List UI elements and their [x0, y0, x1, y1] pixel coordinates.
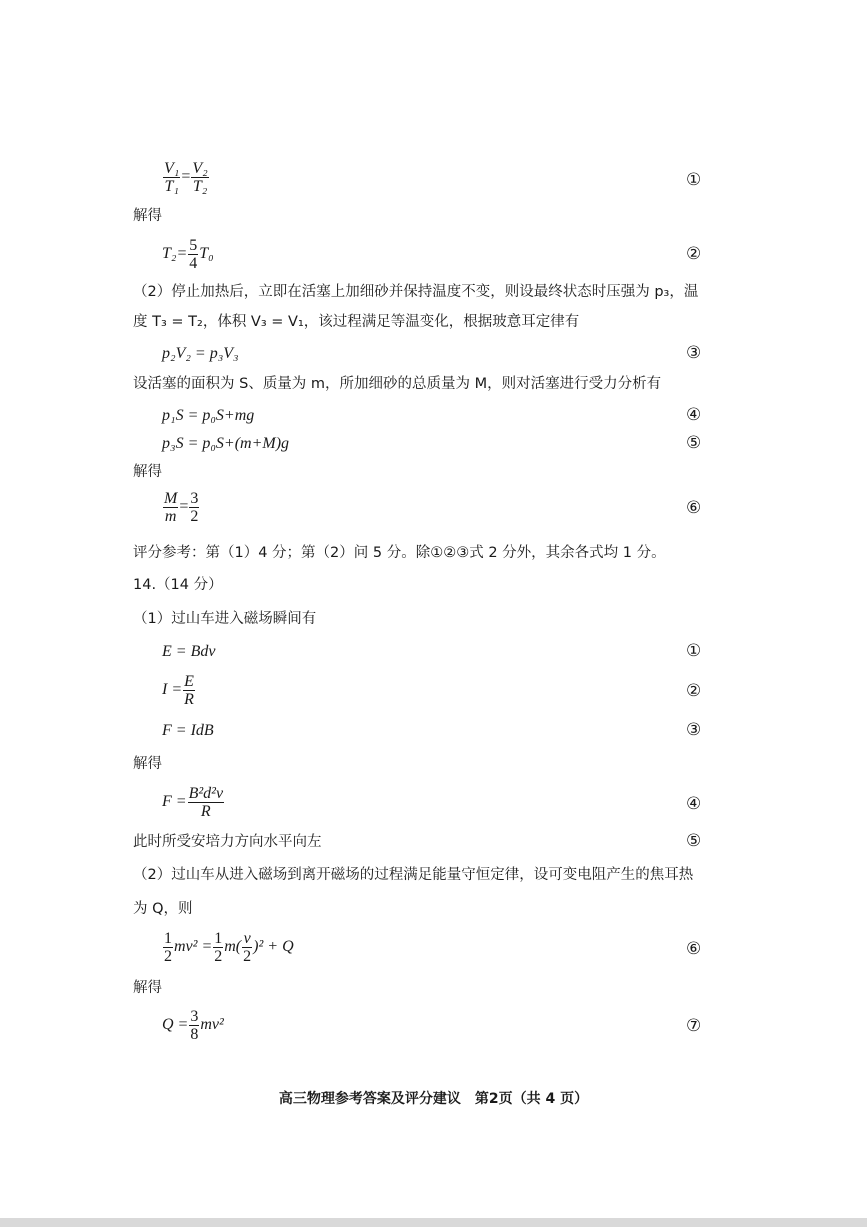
equation-14-1: E = Bdv	[162, 643, 216, 660]
fraction	[163, 160, 180, 195]
numerator: V₁	[164, 160, 180, 177]
fraction	[163, 930, 173, 965]
equation-14-7	[162, 1008, 224, 1043]
fraction	[188, 785, 224, 820]
equation-1	[162, 160, 210, 195]
numerator: V₂	[192, 160, 208, 177]
page-footer: 高三物理参考答案及评分建议 第2页（共 4 页）	[278, 1091, 589, 1107]
jiede-label: 解得	[133, 464, 162, 480]
denominator: R	[184, 691, 194, 708]
question-14-part1: （1）过山车进入磁场瞬间有	[133, 611, 317, 627]
denominator: 2	[214, 948, 223, 965]
fraction	[189, 490, 199, 525]
equation-number: ②	[686, 244, 702, 264]
equation-tail: )² + Q	[253, 938, 294, 956]
denominator: 2	[164, 948, 172, 965]
equation-middle: mv² =	[174, 938, 213, 956]
force-direction: 此时所受安培力方向水平向左	[133, 834, 322, 850]
fraction	[163, 490, 178, 525]
fraction	[189, 1008, 199, 1043]
fraction	[242, 930, 252, 965]
numerator: M	[164, 490, 178, 507]
denominator: 2	[190, 508, 199, 525]
numerator: v	[243, 930, 251, 947]
scan-edge-shadow	[0, 1218, 867, 1227]
equation-rhs: mv²	[200, 1016, 224, 1034]
equation-6	[162, 490, 200, 525]
equation-14-4	[162, 785, 225, 820]
equation-number: ②	[686, 681, 702, 701]
fraction	[188, 237, 198, 272]
equation-number: ①	[686, 170, 702, 190]
equation-4: p₁S = p₀S+mg	[162, 407, 255, 424]
fraction	[191, 160, 208, 195]
numerator: 1	[214, 930, 223, 947]
equals-sign: =	[179, 498, 189, 516]
equals-sign: =	[181, 168, 191, 186]
denominator: 2	[243, 948, 252, 965]
equation-5: p₃S = p₀S+(m+M)g	[162, 435, 290, 452]
question-14-part2b: 为 Q，则	[133, 901, 193, 917]
equation-term: m(	[224, 938, 242, 956]
equation-number: ⑤	[686, 831, 702, 851]
denominator: 8	[190, 1026, 199, 1043]
equation-number: ⑥	[686, 939, 702, 959]
paragraph-2a: （2）停止加热后，立即在活塞上加细砂并保持温度不变，则设最终状态时压强为 p₃，温	[133, 284, 699, 300]
equation-lhs: F =	[162, 793, 187, 811]
numerator: B²d²v	[188, 785, 224, 802]
paragraph-2b: 度 T₃ = T₂，体积 V₃ = V₁，该过程满足等温变化，根据玻意耳定律有	[133, 314, 580, 330]
equation-number: ⑦	[686, 1016, 702, 1036]
denominator: m	[164, 508, 177, 525]
jiede-label: 解得	[133, 208, 162, 224]
jiede-label: 解得	[133, 756, 162, 772]
equation-14-2	[162, 673, 196, 708]
question-14-part2a: （2）过山车从进入磁场到离开磁场的过程满足能量守恒定律，设可变电阻产生的焦耳热	[133, 867, 694, 883]
fraction	[183, 673, 195, 708]
equation-number: ①	[686, 641, 702, 661]
numerator: E	[184, 673, 194, 690]
fraction	[213, 930, 223, 965]
equation-lhs: I =	[162, 681, 183, 699]
scoring-note: 评分参考：第（1）4 分；第（2）问 5 分。除①②③式 2 分外，其余各式均 1 分。	[133, 545, 666, 561]
numerator: 3	[190, 490, 199, 507]
jiede-label: 解得	[133, 980, 162, 996]
equation-number: ④	[686, 794, 702, 814]
equation-2	[162, 237, 214, 272]
equation-lhs: Q =	[162, 1016, 189, 1034]
equation-number: ⑤	[686, 433, 702, 453]
numerator: 5	[189, 237, 198, 254]
denominator: T₂	[192, 178, 208, 195]
equation-number: ⑥	[686, 498, 702, 518]
denominator: R	[188, 802, 224, 820]
paragraph-piston: 设活塞的面积为 S、质量为 m，所加细砂的总质量为 M，则对活塞进行受力分析有	[133, 376, 662, 392]
equation-number: ④	[686, 405, 702, 425]
denominator: 4	[189, 255, 198, 272]
equation-14-3: F = IdB	[162, 722, 214, 739]
denominator: T₁	[164, 178, 179, 195]
equation-rhs: T₀	[199, 245, 214, 263]
equation-number: ③	[686, 720, 702, 740]
equation-14-6	[162, 930, 294, 965]
numerator: 1	[164, 930, 172, 947]
equation-lhs: T₂=	[162, 245, 188, 263]
question-14-title: 14.（14 分）	[133, 577, 223, 593]
equation-3: p₂V₂ = p₃V₃	[162, 345, 239, 362]
equation-number: ③	[686, 343, 702, 363]
numerator: 3	[190, 1008, 199, 1025]
